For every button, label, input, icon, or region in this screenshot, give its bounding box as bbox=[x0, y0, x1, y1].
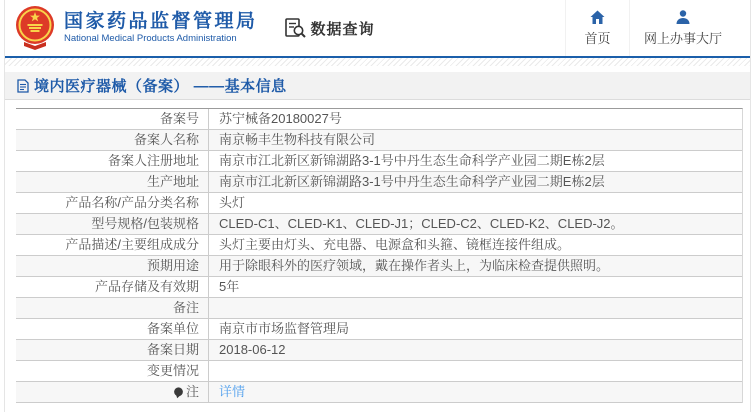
row-value: 2018-06-12 bbox=[219, 342, 286, 357]
row-value: 头灯 bbox=[219, 195, 246, 210]
table-row bbox=[16, 151, 742, 172]
row-value bbox=[209, 382, 742, 402]
table-row bbox=[16, 130, 742, 151]
menu-data-query-label: 数据查询 bbox=[310, 20, 375, 38]
details-link[interactable]: 详情 bbox=[219, 384, 246, 399]
row-label: 备案人名称 bbox=[16, 130, 209, 150]
row-label: 预期用途 bbox=[16, 256, 209, 276]
table-row bbox=[16, 256, 742, 277]
home-icon bbox=[589, 9, 606, 25]
document-search-icon bbox=[284, 17, 307, 39]
menu-data-query[interactable] bbox=[284, 17, 375, 39]
row-value: 南京市江北新区新锦湖路3-1号中丹生态生命科学产业园二期E栋2层 bbox=[219, 174, 605, 189]
table-row bbox=[16, 361, 742, 382]
row-label: 产品存储及有效期 bbox=[16, 277, 209, 297]
row-label: 产品名称/产品分类名称 bbox=[16, 193, 209, 213]
national-emblem-icon bbox=[14, 5, 56, 51]
row-value bbox=[209, 298, 742, 318]
table-row bbox=[16, 298, 742, 319]
row-label: 生产地址 bbox=[16, 172, 209, 192]
table-row bbox=[16, 277, 742, 298]
table-row bbox=[16, 109, 742, 130]
page-title: 境内医疗器械（备案） ——基本信息 bbox=[34, 78, 287, 95]
nav-item-home[interactable] bbox=[565, 0, 629, 56]
row-value: CLED-C1、CLED-K1、CLED-J1；CLED-C2、CLED-K2、CLED-J2。 bbox=[219, 216, 624, 231]
row-value: 南京市江北新区新锦湖路3-1号中丹生态生命科学产业园二期E栋2层 bbox=[219, 153, 605, 168]
table-row bbox=[16, 319, 742, 340]
row-label: 备案单位 bbox=[16, 319, 209, 339]
page-title-bar bbox=[5, 72, 750, 100]
table-row bbox=[16, 214, 742, 235]
row-label: 备案日期 bbox=[16, 340, 209, 360]
row-value bbox=[209, 361, 742, 381]
row-label: 备案号 bbox=[16, 109, 209, 129]
row-value: 5年 bbox=[219, 279, 240, 294]
row-value: 头灯主要由灯头、充电器、电源盒和头箍、镜框连接件组成。 bbox=[219, 237, 571, 252]
header-divider-hatch bbox=[5, 58, 750, 66]
row-label: 型号规格/包装规格 bbox=[16, 214, 209, 234]
brand-home-link[interactable] bbox=[64, 11, 258, 46]
note-bubble-icon bbox=[173, 387, 184, 399]
row-label-text: 注 bbox=[185, 384, 199, 399]
row-label: 备案人注册地址 bbox=[16, 151, 209, 171]
site-title: 国家药品监督管理局 bbox=[64, 10, 258, 32]
user-icon bbox=[675, 9, 691, 25]
row-value: 用于除眼科外的医疗领域，戴在操作者头上，为临床检查提供照明。 bbox=[219, 258, 610, 273]
row-label: 变更情况 bbox=[16, 361, 209, 381]
table-row bbox=[16, 193, 742, 214]
page-container bbox=[4, 0, 751, 412]
row-label: 产品描述/主要组成成分 bbox=[16, 235, 209, 255]
header-nav bbox=[565, 0, 736, 56]
table-row bbox=[16, 172, 742, 193]
table-row bbox=[16, 235, 742, 256]
table-row-note bbox=[16, 382, 742, 403]
table-row bbox=[16, 340, 742, 361]
row-value: 苏宁械备20180027号 bbox=[219, 111, 342, 126]
nav-item-service-hall[interactable] bbox=[629, 0, 736, 56]
nav-service-hall-label: 网上办事大厅 bbox=[643, 31, 722, 46]
document-icon bbox=[17, 79, 29, 93]
row-label: 备注 bbox=[16, 298, 209, 318]
record-info-table bbox=[16, 108, 743, 403]
site-header bbox=[5, 0, 750, 58]
site-subtitle: National Medical Products Administration bbox=[64, 33, 237, 45]
row-label bbox=[16, 382, 209, 402]
row-value: 南京畅丰生物科技有限公司 bbox=[219, 132, 376, 147]
row-value: 南京市市场监督管理局 bbox=[219, 321, 350, 336]
nav-home-label: 首页 bbox=[584, 31, 611, 46]
